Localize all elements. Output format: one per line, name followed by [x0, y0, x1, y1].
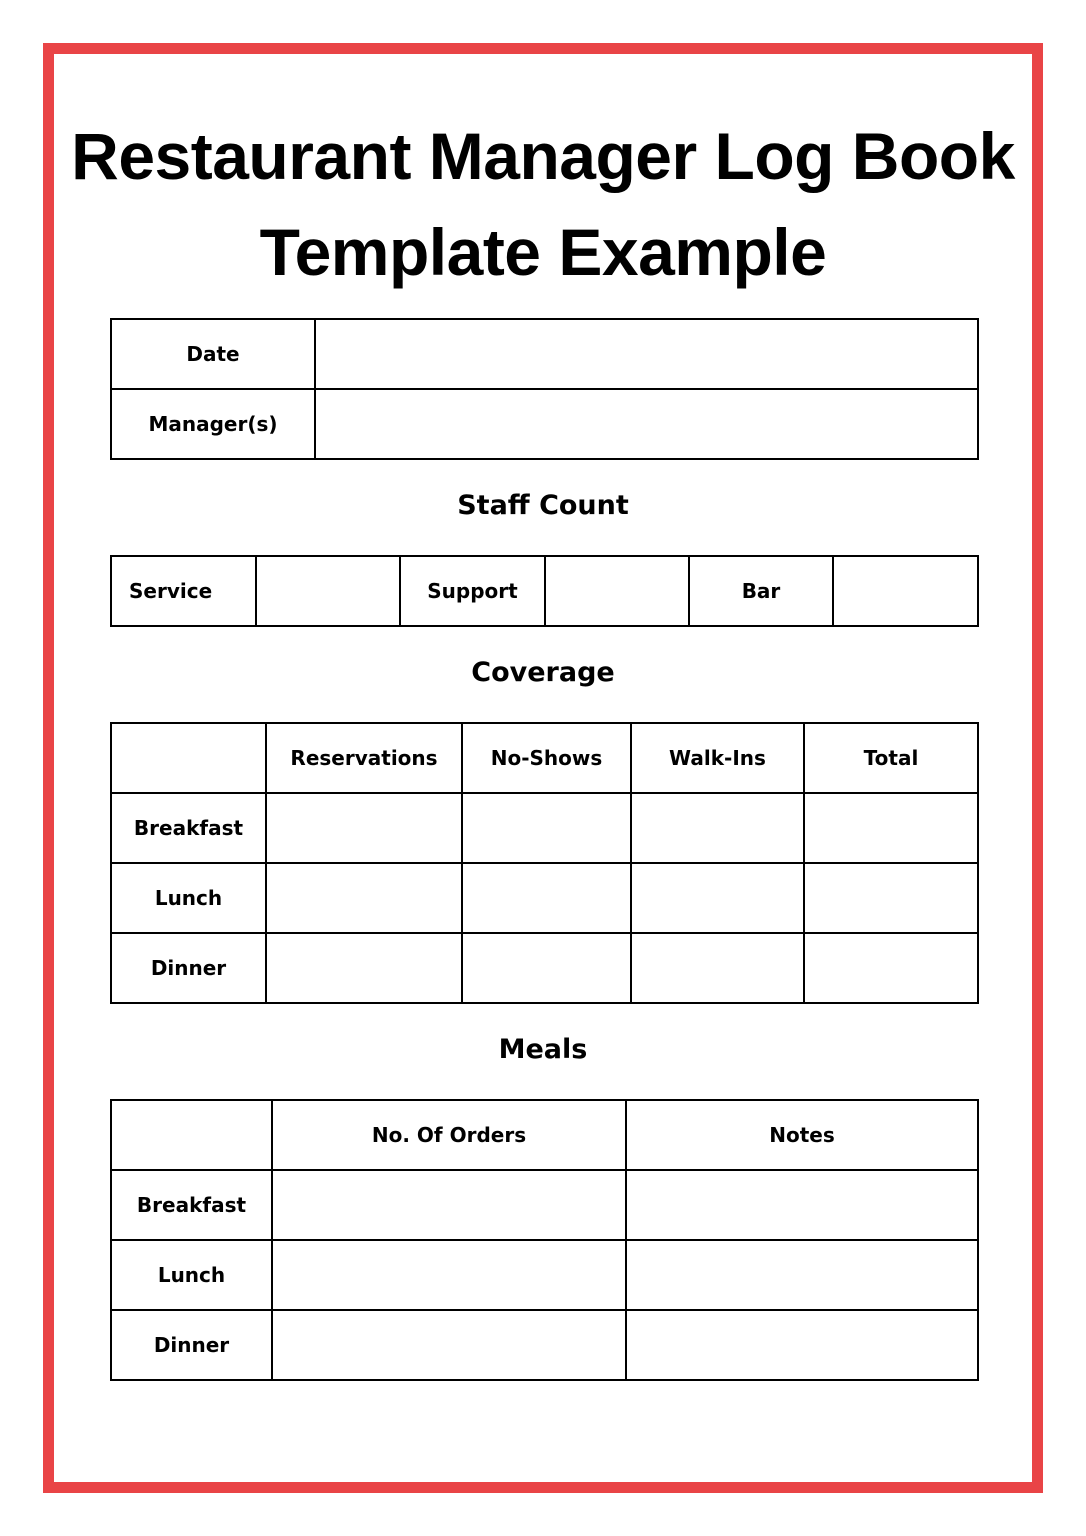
table-cell[interactable]	[631, 933, 804, 1003]
table-row	[111, 556, 978, 626]
table-row	[111, 389, 978, 459]
row-label-dinner: Dinner	[111, 1310, 272, 1380]
meals-corner-cell	[111, 1100, 272, 1170]
column-header-no-of-orders: No. Of Orders	[272, 1100, 626, 1170]
row-label-dinner: Dinner	[111, 933, 266, 1003]
coverage-table	[110, 722, 979, 1004]
column-header-total: Total	[804, 723, 978, 793]
table-row	[111, 319, 978, 389]
table-cell[interactable]	[631, 793, 804, 863]
date-label: Date	[111, 319, 315, 389]
table-cell[interactable]	[631, 863, 804, 933]
table-cell[interactable]	[804, 793, 978, 863]
meals-table	[110, 1099, 979, 1381]
bar-label: Bar	[689, 556, 833, 626]
table-cell[interactable]	[462, 933, 631, 1003]
table-cell[interactable]	[266, 933, 462, 1003]
table-cell[interactable]	[272, 1170, 626, 1240]
row-label-breakfast: Breakfast	[111, 1170, 272, 1240]
page-title	[43, 108, 1043, 300]
title-line-1: Restaurant Manager Log Book	[71, 119, 1015, 193]
table-cell[interactable]	[462, 793, 631, 863]
support-count-field[interactable]	[545, 556, 689, 626]
service-label: Service	[111, 556, 256, 626]
coverage-heading: Coverage	[471, 657, 615, 688]
title-line-2: Template Example	[259, 215, 827, 289]
table-cell[interactable]	[272, 1240, 626, 1310]
table-row	[111, 1240, 978, 1310]
support-label: Support	[400, 556, 545, 626]
table-cell[interactable]	[804, 933, 978, 1003]
staff-count-table	[110, 555, 979, 627]
bar-count-field[interactable]	[833, 556, 978, 626]
table-cell[interactable]	[626, 1240, 978, 1310]
coverage-corner-cell	[111, 723, 266, 793]
table-cell[interactable]	[804, 863, 978, 933]
row-label-lunch: Lunch	[111, 1240, 272, 1310]
meals-heading: Meals	[498, 1034, 588, 1065]
table-row	[111, 1170, 978, 1240]
table-row	[111, 933, 978, 1003]
row-label-lunch: Lunch	[111, 863, 266, 933]
managers-label: Manager(s)	[111, 389, 315, 459]
column-header-notes: Notes	[626, 1100, 978, 1170]
date-field[interactable]	[315, 319, 978, 389]
table-cell[interactable]	[266, 793, 462, 863]
table-cell[interactable]	[462, 863, 631, 933]
service-count-field[interactable]	[256, 556, 400, 626]
staff-count-heading: Staff Count	[457, 490, 629, 521]
table-cell[interactable]	[626, 1170, 978, 1240]
column-header-reservations: Reservations	[266, 723, 462, 793]
table-header-row	[111, 1100, 978, 1170]
table-row	[111, 793, 978, 863]
table-cell[interactable]	[272, 1310, 626, 1380]
table-cell[interactable]	[266, 863, 462, 933]
table-row	[111, 1310, 978, 1380]
table-row	[111, 863, 978, 933]
managers-field[interactable]	[315, 389, 978, 459]
table-cell[interactable]	[626, 1310, 978, 1380]
column-header-no-shows: No-Shows	[462, 723, 631, 793]
header-info-table	[110, 318, 979, 460]
row-label-breakfast: Breakfast	[111, 793, 266, 863]
table-header-row	[111, 723, 978, 793]
column-header-walk-ins: Walk-Ins	[631, 723, 804, 793]
